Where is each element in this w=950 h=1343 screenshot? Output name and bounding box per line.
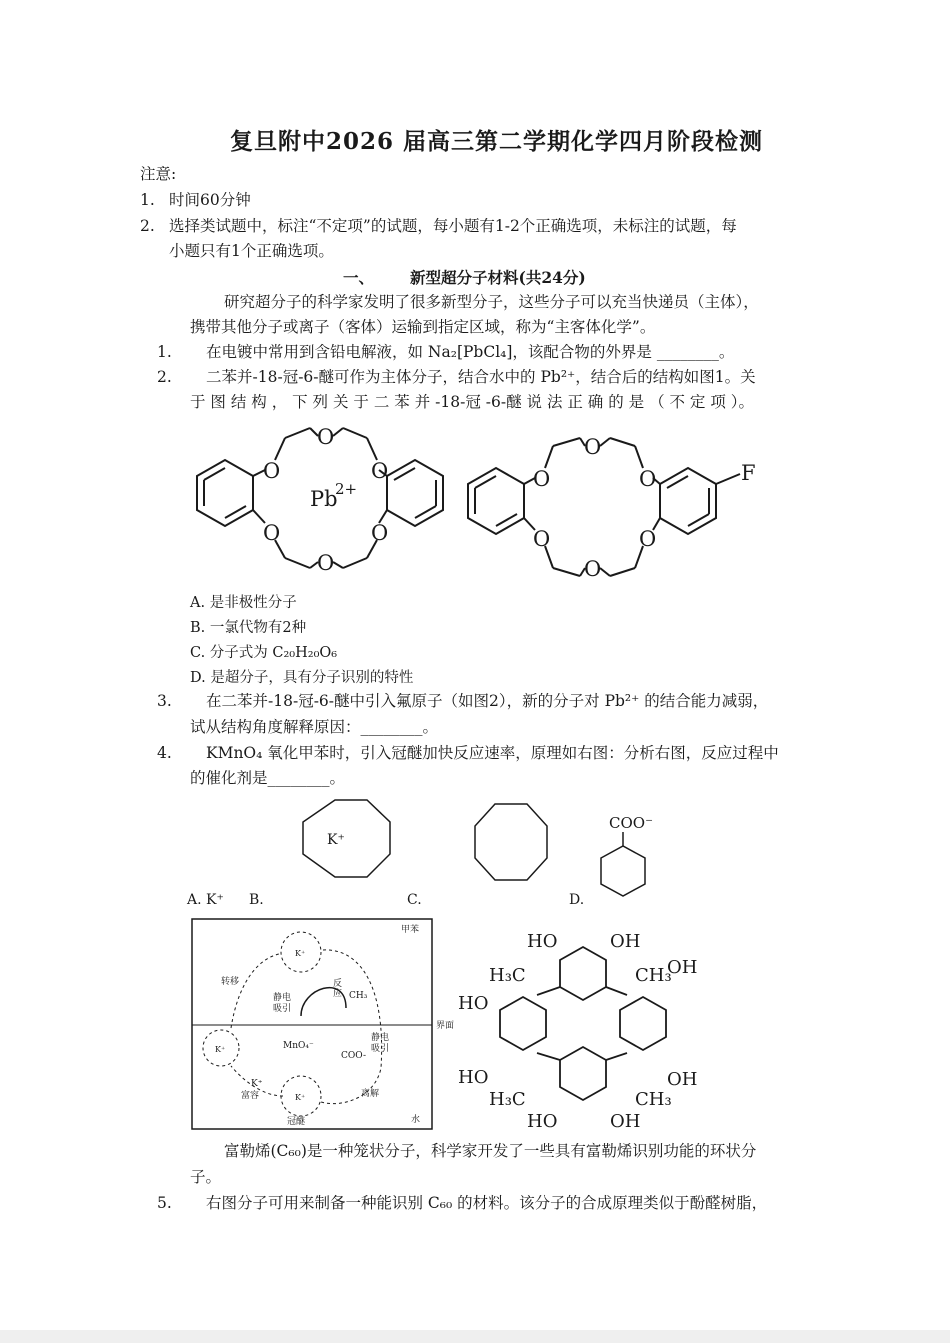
- section-title: 新型超分子材料(共24分): [410, 268, 586, 287]
- benzene-ring-right: [387, 460, 443, 526]
- q4-option-b: B.: [249, 892, 264, 908]
- oxygen-atom: O: [371, 521, 389, 545]
- crown-ether-label: 冠醚: [287, 1117, 306, 1127]
- interface-label: 界面: [436, 1021, 455, 1031]
- q2-text-line2: 于 图 结 构 ， 下 列 关 于 二 苯 并 -18-冠 -6-醚 说 法 正 确 的 是 （ 不 定 项 ）。: [190, 393, 755, 411]
- methyl-label: H₃C: [489, 1089, 526, 1110]
- q3-text-line2: 试从结构角度解释原因：________。: [190, 718, 439, 736]
- q4-number: 4.: [157, 744, 172, 762]
- benzene-ring-fig2-right: [660, 468, 716, 534]
- oxygen-atom: O: [263, 521, 281, 545]
- benzoate-ring: [601, 846, 645, 896]
- oxygen-atom: O: [317, 551, 335, 575]
- section-intro-line2: 携带其他分子或离子（客体）运输到指定区域，称为“主客体化学”。: [190, 318, 656, 336]
- hydroxyl-label: OH: [610, 1111, 641, 1132]
- hydroxyl-label: HO: [527, 931, 558, 952]
- potassium-ion-label: K⁺: [251, 1079, 263, 1089]
- electrostatic-attraction-label: 静电: [273, 993, 292, 1003]
- benzene-ring-fig2-left: [468, 468, 524, 534]
- q3-text-line1: 在二苯并-18-冠-6-醚中引入氟原子（如图2），新的分子对 Pb²⁺ 的结合能力减弱，: [206, 692, 769, 710]
- q4-option-a: A. K⁺: [187, 892, 224, 908]
- fullerene-text-line1: 富勒烯(C₆₀)是一种笼状分子，科学家开发了一些具有富勒烯识别功能的环状分: [224, 1142, 757, 1160]
- potassium-ion-label: K⁺: [215, 1045, 226, 1054]
- oxygen-atom: O: [639, 527, 657, 551]
- q2-option-a: A. 是非极性分子: [190, 595, 297, 611]
- section-intro-line1: 研究超分子的科学家发明了很多新型分子，这些分子可以充当快递员（主体），: [224, 293, 759, 311]
- note-2-text-line2: 小题只有1个正确选项。: [169, 242, 334, 260]
- calixarene-structure: [455, 925, 715, 1135]
- potassium-ion-label: K⁺: [295, 1093, 306, 1102]
- q2-option-c: C. 分子式为 C₂₀H₂₀O₆: [190, 645, 338, 661]
- q5-number: 5.: [157, 1194, 172, 1212]
- q2-text-line1: 二苯并-18-冠-6-醚可作为主体分子，结合水中的 Pb²⁺，结合后的结构如图1。关: [206, 368, 756, 386]
- q1-text: 在电镀中常用到含铅电解液，如 Na₂[PbCl₄]，该配合物的外界是 ________。: [206, 343, 735, 361]
- note-2-number: 2.: [140, 217, 155, 235]
- hydroxyl-label: OH: [667, 957, 698, 978]
- hydroxyl-label: HO: [458, 993, 489, 1014]
- lead-ion-symbol: Pb: [310, 487, 338, 511]
- methyl-label: CH₃: [349, 991, 368, 1001]
- methyl-label: CH₃: [635, 965, 672, 986]
- hydroxyl-label: HO: [527, 1111, 558, 1132]
- notes-label: 注意:: [140, 165, 177, 183]
- crown-ether-ring-b: [303, 800, 390, 877]
- fullerene-text-line2: 子。: [190, 1168, 222, 1186]
- page-title: 复旦附中2026 届高三第二学期化学四月阶段检测: [230, 128, 764, 155]
- oxygen-atom: O: [584, 435, 602, 459]
- potassium-ion-label: K⁺: [327, 832, 345, 848]
- permanganate-label: MnO₄⁻: [283, 1041, 314, 1051]
- oxygen-atom: O: [533, 527, 551, 551]
- q3-number: 3.: [157, 692, 172, 710]
- electrostatic-attraction-label: 吸引: [273, 1004, 292, 1014]
- hydroxyl-label: HO: [458, 1067, 489, 1088]
- q4-option-c: C.: [407, 892, 422, 908]
- methyl-label: H₃C: [489, 965, 526, 986]
- potassium-ion-label: K⁺: [295, 949, 306, 958]
- dissociation-label: 离解: [361, 1089, 380, 1099]
- phase-transfer-mechanism-diagram: [191, 918, 436, 1133]
- methyl-label: CH₃: [635, 1089, 672, 1110]
- crown-ether-figures: [185, 418, 785, 586]
- q4-text-line1: KMnO₄ 氧化甲苯时，引入冠醚加快反应速率，原理如右图：分析右图，反应过程中: [206, 744, 779, 762]
- note-1-text: 时间60分钟: [169, 191, 251, 209]
- oxygen-atom: O: [533, 467, 551, 491]
- page-bottom-edge: [0, 1330, 950, 1343]
- oxygen-atom: O: [584, 557, 602, 581]
- water-phase-label: 水: [411, 1115, 421, 1125]
- reaction-label: 反: [333, 979, 343, 989]
- reaction-label: 应: [333, 989, 343, 999]
- benzene-ring-left: [197, 460, 253, 526]
- fluorine-atom: F: [741, 461, 756, 485]
- crown-ether-ring-c: [475, 804, 547, 880]
- q1-number: 1.: [157, 343, 172, 361]
- electrostatic-attraction-label: 吸引: [371, 1044, 390, 1054]
- electrostatic-attraction-label: 静电: [371, 1033, 390, 1043]
- hydroxyl-label: OH: [610, 931, 641, 952]
- q2-option-b: B. 一氯代物有2种: [190, 620, 307, 636]
- oxygen-atom: O: [639, 467, 657, 491]
- note-2-text-line1: 选择类试题中，标注“不定项”的试题，每小题有1-2个正确选项，未标注的试题，每: [169, 217, 737, 235]
- q4-options-figure: [185, 792, 685, 914]
- note-1-number: 1.: [140, 191, 155, 209]
- q2-option-d: D. 是超分子，具有分子识别的特性: [190, 670, 414, 686]
- q5-text: 右图分子可用来制备一种能识别 C₆₀ 的材料。该分子的合成原理类似于酚醛树脂，: [206, 1194, 768, 1212]
- benzoate-label: COO-: [341, 1051, 367, 1061]
- toluene-phase-label: 甲苯: [401, 925, 420, 935]
- capture-label: 富容: [241, 1091, 260, 1101]
- q2-number: 2.: [157, 368, 172, 386]
- transfer-label: 转移: [221, 977, 240, 987]
- hydroxyl-label: OH: [667, 1069, 698, 1090]
- q4-text-line2: 的催化剂是________。: [190, 769, 346, 787]
- lead-ion-charge: 2+: [335, 480, 358, 498]
- oxygen-atom: O: [317, 425, 335, 449]
- oxygen-atom: O: [371, 459, 389, 483]
- q4-option-d: D.: [569, 892, 585, 908]
- oxygen-atom: O: [263, 459, 281, 483]
- section-number: 一、: [343, 268, 375, 287]
- carboxylate-label: COO⁻: [609, 814, 653, 832]
